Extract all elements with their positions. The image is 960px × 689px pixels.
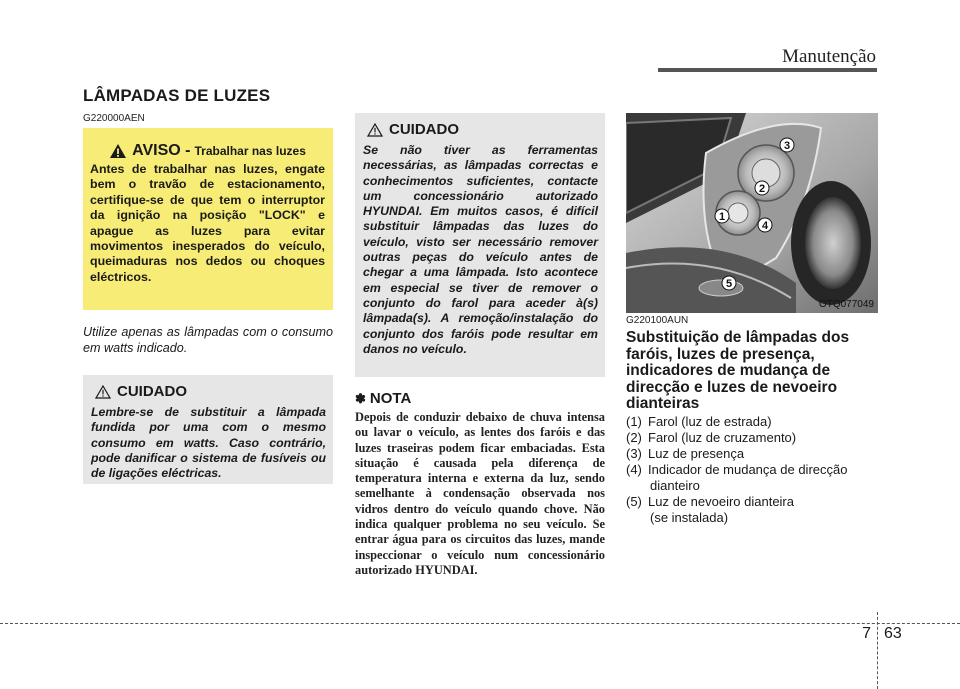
section-title: LÂMPADAS DE LUZES	[83, 86, 271, 105]
caution-triangle-icon	[95, 385, 111, 399]
wattage-note: Utilize apenas as lâmpadas com o consumo em watts indicado.	[83, 325, 333, 355]
item-number: (4)	[626, 462, 642, 477]
replacement-code: G220100AUN	[626, 315, 689, 326]
note-heading	[355, 390, 411, 407]
item-continuation: dianteiro	[650, 478, 700, 493]
replacement-title: Substituição de lâmpadas dos faróis, luzes de presença, indicadores de mudança de direcção e luzes de nevoeiro dianteiras	[626, 329, 850, 412]
callout-4: 4	[761, 220, 769, 232]
headlamp-photo	[626, 113, 878, 313]
photo-code: OTQ077049	[818, 299, 874, 310]
warning-body: Antes de trabalhar nas luzes, engate bem o travão de estacionamento, certifique-se de que tem o interruptor da ignição na posição "LOCK" e apague as luzes para evitar movimentos inesperados do veículo, queimaduras nos dedos ou choques eléctricos.	[90, 162, 325, 284]
section-code: G220000AEN	[83, 113, 145, 124]
callout-5: 5	[725, 278, 733, 290]
warning-label: AVISO -	[132, 142, 191, 159]
footer-divider	[877, 612, 878, 689]
list-item	[626, 462, 878, 494]
caution-body: Lembre-se de substituir a lâmpada fundida por uma com o mesmo consumo em watts. Caso contrário, pode danificar o sistema de fusíveis ou de ligações eléctricas.	[91, 405, 326, 481]
header-rule	[658, 68, 877, 72]
item-number: (2)	[626, 430, 642, 445]
page-header-title: Manutenção	[782, 46, 876, 67]
caution-title: CUIDADO	[389, 121, 459, 138]
warning-subtitle: Trabalhar nas luzes	[194, 144, 306, 158]
caution-box-fuse	[83, 375, 333, 484]
chapter-number: 7	[862, 625, 871, 642]
item-text: Farol (luz de cruzamento)	[648, 430, 797, 445]
warning-triangle-icon	[109, 143, 127, 159]
caution-title: CUIDADO	[117, 383, 187, 400]
list-item	[626, 414, 878, 430]
note-title: NOTA	[369, 390, 412, 407]
item-number: (3)	[626, 446, 642, 461]
caution-header	[91, 383, 326, 400]
list-item	[626, 430, 878, 446]
item-text: Indicador de mudança de direcção	[648, 462, 848, 477]
note-body: Depois de conduzir debaixo de chuva intensa ou lavar o veículo, as lentes dos faróis e das luzes traseiras podem ficar embaciadas. Esta situação é causada pela diferença de temperatura interna e externa da luz, sendo semelhante à condensação observada nos vidros dentro do veículo quando chove. Não indica qualquer problema no seu veículo. Se entrar água para os circuitos das luzes, mande inspeccionar o veículo num concessionário autorizado HYUNDAI.	[355, 410, 605, 577]
item-continuation: (se instalada)	[650, 510, 729, 525]
callout-1: 1	[718, 211, 726, 223]
caution-triangle-icon	[367, 123, 383, 137]
callout-2: 2	[758, 183, 766, 195]
warning-box	[83, 128, 333, 310]
item-number: (1)	[626, 414, 642, 429]
list-item	[626, 446, 878, 462]
lamp-list	[626, 414, 878, 526]
item-text: Farol (luz de estrada)	[648, 414, 772, 429]
item-text: Luz de presença	[648, 446, 745, 461]
headlamp-illustration	[626, 113, 878, 313]
item-text: Luz de nevoeiro dianteira	[648, 494, 794, 509]
page-number: 63	[884, 625, 902, 642]
caution-header	[363, 121, 598, 138]
list-item	[626, 494, 878, 526]
caution-body: Se não tiver as ferramentas necessárias, as lâmpadas correctas e conhecimentos suficientes, contacte um concessionário autorizado HYUNDAI. Em muitos casos, é difícil substituir lâmpadas das luzes do veículo, visto ser necessário remover outras peças do veículo antes de chegar a uma lâmpada. Isto acontece em especial se tiver de remover o conjunto do farol para aceder à(s) lâmpada(s). A remoção/instalação do conjunto dos faróis pode resultar em danos no veículo.	[363, 143, 598, 356]
warning-header	[90, 142, 325, 160]
footer-rule	[0, 623, 960, 624]
note-star-icon: ✽	[355, 390, 366, 406]
caution-box-tools	[355, 113, 605, 377]
callout-3: 3	[783, 140, 791, 152]
item-number: (5)	[626, 494, 642, 509]
